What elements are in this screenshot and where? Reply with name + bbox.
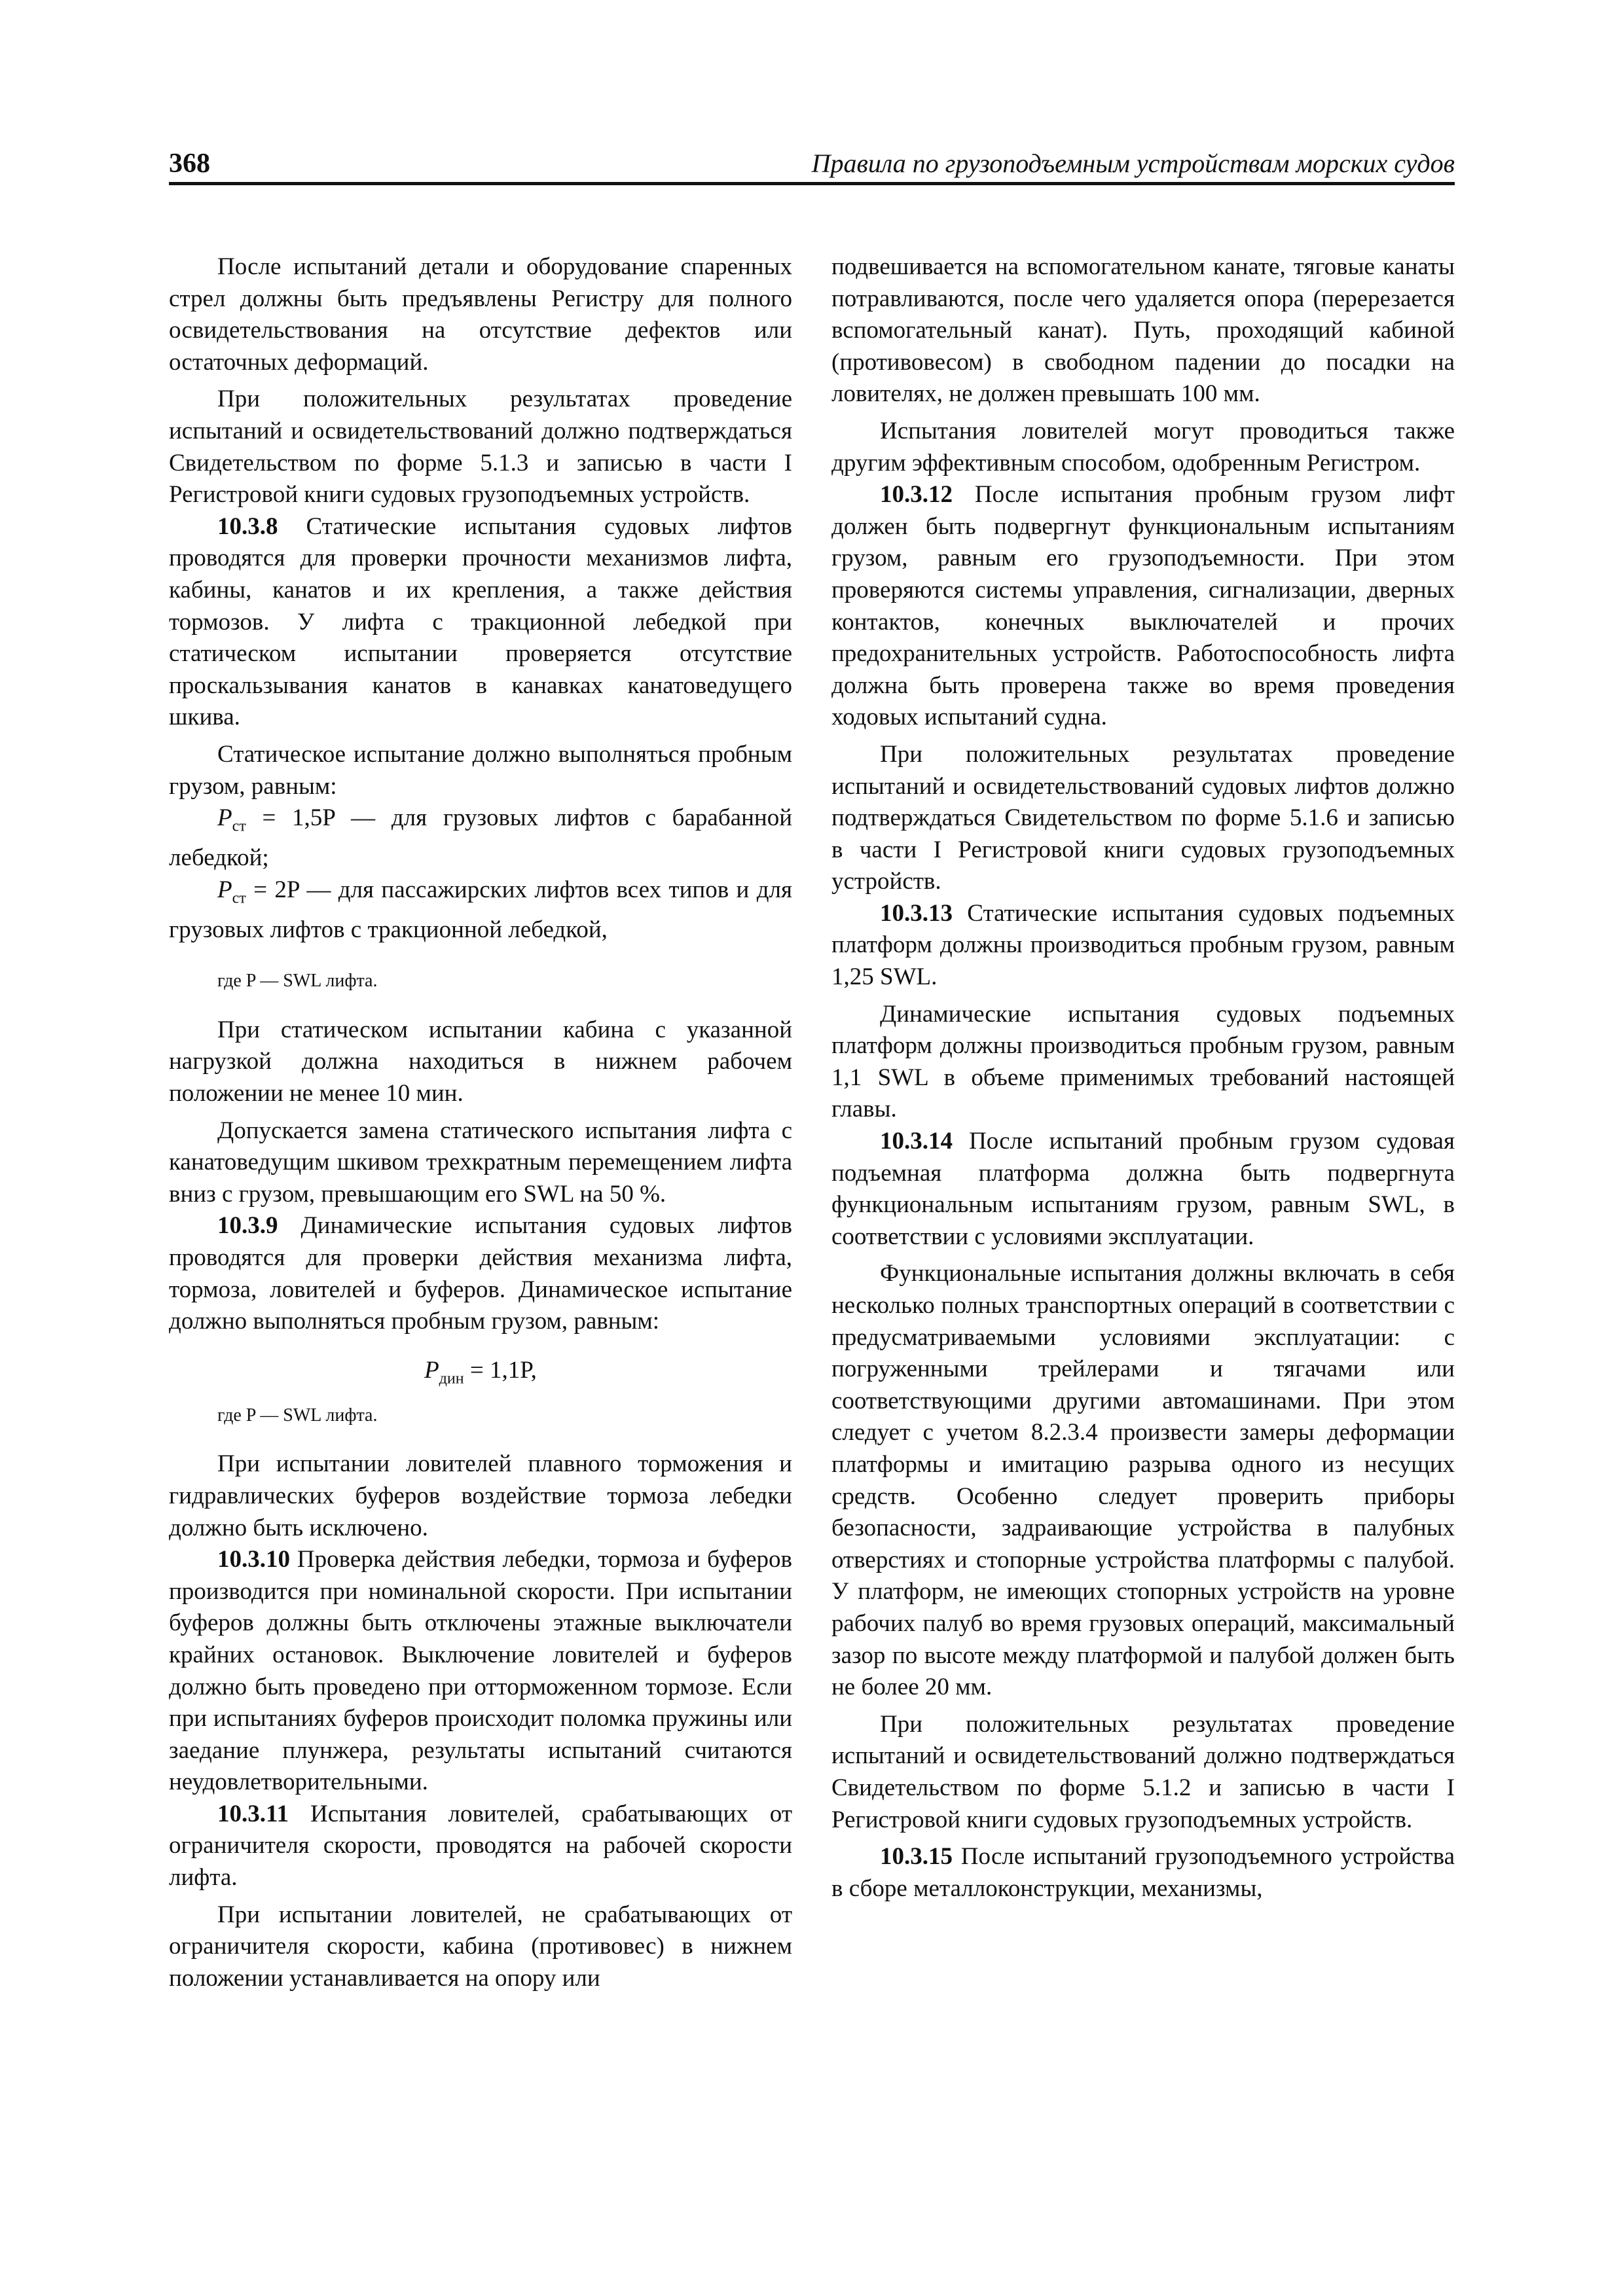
formula bbox=[169, 1355, 792, 1395]
formula-subscript: ст bbox=[232, 817, 246, 835]
paragraph: Статическое испытание должно выполняться пробным грузом, равным: bbox=[169, 740, 792, 800]
paragraph-text: Статические испытания судовых лифтов проводятся для проверки прочности механизмов лифта, кабины, канатов и их крепления, а также действия тормозов. У лифта с тракционной лебедкой при статическом испытании проверяется отсутствие проскальзывания канатов в канавках канатоведущего шкива. bbox=[169, 512, 792, 731]
clause-number: 10.3.10 bbox=[217, 1546, 290, 1573]
paragraph: При положительных результатах проведение испытаний и освидетельствований судовых лифтов должно подтверждаться Свидетельством по форме 5.1.6 и записью в части I Регистровой книги судовых грузоподъемных устройств. bbox=[831, 740, 1455, 895]
paragraph bbox=[169, 1544, 792, 1799]
paragraph bbox=[831, 1126, 1455, 1253]
paragraph: При испытании ловителей плавного торможения и гидравлических буферов воздействие тормоза лебедки должно быть исключено. bbox=[169, 1450, 792, 1541]
clause-number: 10.3.15 bbox=[880, 1843, 953, 1871]
formula-subscript: дин bbox=[439, 1370, 464, 1388]
paragraph: Испытания ловителей могут проводиться также другим эффективным способом, одобренным Регистром. bbox=[831, 417, 1455, 476]
clause-number: 10.3.11 bbox=[217, 1800, 289, 1827]
paragraph: Допускается замена статического испытания лифта с канатоведущим шкивом трехкратным перемещением лифта вниз с грузом, превышающим его SWL на 50 %. bbox=[169, 1117, 792, 1208]
paragraph-text: После испытаний грузоподъемного устройства в сборе металлоконструкции, механизмы, bbox=[831, 1843, 1455, 1902]
paragraph: При испытании ловителей, не срабатывающих от ограничителя скорости, кабина (противовес) в нижнем положении устанавливается на опору или bbox=[169, 1901, 792, 1992]
formula-line bbox=[169, 874, 792, 946]
paragraph: Функциональные испытания должны включать в себя несколько полных транспортных операций в соответствии с предусматриваемыми условиями эксплуатации: с погруженными трейлерами и тягачами или соответствующими другими автомашинами. При этом следует с учетом 8.2.3.4 произвести замеры деформации платформы и имитацию разрыва одного из несущих средств. Особенно следует проверить приборы безопасности, задраивающие устройства в палубных отверстиях и стопорные устройства платформы с палубой. У платформ, не имеющих стопорных устройств на уровне рабочих палуб во время грузовых операций, максимальный зазор по высоте между платформой и палубой должен быть не более 20 мм. bbox=[831, 1260, 1455, 1701]
formula-text: = 2P — для пассажирских лифтов всех типов и для грузовых лифтов с тракционной лебедкой, bbox=[169, 876, 792, 943]
clause-number: 10.3.9 bbox=[217, 1212, 278, 1240]
paragraph: После испытаний детали и оборудование спаренных стрел должны быть предъявлены Регистру для полного освидетельствования на отсутствие дефектов или остаточных деформаций. bbox=[169, 253, 792, 376]
paragraph-text: Динамические испытания судовых лифтов проводятся для проверки действия механизма лифта, тормоза, ловителей и буферов. Динамическое испытание должно выполняться пробным грузом, равным: bbox=[169, 1212, 792, 1335]
formula-line bbox=[169, 802, 792, 874]
formula-symbol: P bbox=[424, 1356, 439, 1384]
paragraph bbox=[831, 898, 1455, 994]
page-header bbox=[169, 145, 1455, 185]
paragraph-text: Испытания ловителей, срабатывающих от ограничителя скорости, проводятся на рабочей скорости лифта. bbox=[169, 1800, 792, 1892]
paragraph: Динамические испытания судовых подъемных платформ должны производиться пробным грузом, равным 1,1 SWL в объеме применимых требований настоящей главы. bbox=[831, 1000, 1455, 1123]
paragraph-text: После испытаний пробным грузом судовая подъемная платформа должна быть подвергнута функциональным испытаниям грузом, равным SWL, в соответствии с условиями эксплуатации. bbox=[831, 1128, 1455, 1250]
formula-note: где P — SWL лифта. bbox=[217, 971, 378, 992]
paragraph-text: Проверка действия лебедки, тормоза и буферов производится при номинальной скорости. При испытании буферов должны быть отключены этажные выключатели крайних остановок. Выключение ловителей и буферов должно быть проведено при отторможенном тормозе. Если при испытаниях буферов происходит поломка пружины или заедание плунжера, результаты испытаний считаются неудовлетворительными. bbox=[169, 1546, 792, 1796]
paragraph-text: После испытания пробным грузом лифт должен быть подвергнут функциональным испытаниям грузом, равным его грузоподъемности. При этом проверяются системы управления, сигнализации, дверных контактов, конечных выключателей и прочих предохранительных устройств. Работоспособность лифта должна быть проверена также во время проведения ходовых испытаний судна. bbox=[831, 481, 1455, 731]
formula-subscript: ст bbox=[232, 889, 246, 907]
page-number: 368 bbox=[169, 149, 210, 179]
paragraph-text: Статические испытания судовых подъемных платформ должны производиться пробным грузом, равным 1,25 SWL. bbox=[831, 899, 1455, 991]
clause-number: 10.3.13 bbox=[880, 899, 953, 927]
paragraph: При положительных результатах проведение испытаний и освидетельствований должно подтверждаться Свидетельством по форме 5.1.3 и записью в части I Регистровой книги судовых грузоподъемных устройств. bbox=[169, 386, 792, 509]
paragraph bbox=[169, 511, 792, 734]
clause-number: 10.3.14 bbox=[880, 1128, 953, 1155]
formula-symbol: P bbox=[217, 804, 232, 832]
formula-text: = 1,5P — для грузовых лифтов с барабанной лебедкой; bbox=[169, 804, 792, 872]
running-title: Правила по грузоподъемным устройствам морских судов bbox=[811, 149, 1455, 178]
left-column bbox=[169, 251, 792, 1994]
paragraph bbox=[831, 1841, 1455, 1905]
clause-number: 10.3.8 bbox=[217, 512, 278, 540]
paragraph bbox=[831, 479, 1455, 734]
right-column bbox=[831, 251, 1455, 1905]
clause-number: 10.3.12 bbox=[880, 481, 953, 509]
paragraph: При положительных результатах проведение испытаний и освидетельствований должно подтверждаться Свидетельством по форме 5.1.2 и записью в части I Регистровой книги судовых грузоподъемных устройств. bbox=[831, 1710, 1455, 1833]
paragraph: подвешивается на вспомогательном канате, тяговые канаты потравливаются, после чего удаляется опора (перерезается вспомогательный канат). Путь, проходящий кабиной (противовесом) в свободном падении до посадки на ловителях, не должен превышать 100 мм. bbox=[831, 253, 1455, 408]
formula-text: = 1,1P, bbox=[464, 1356, 537, 1384]
formula-symbol: P bbox=[217, 876, 232, 903]
paragraph bbox=[169, 1210, 792, 1337]
formula-note: где P — SWL лифта. bbox=[217, 1405, 378, 1426]
paragraph bbox=[169, 1799, 792, 1894]
paragraph: При статическом испытании кабина с указанной нагрузкой должна находиться в нижнем рабочем положении не менее 10 мин. bbox=[169, 1016, 792, 1107]
